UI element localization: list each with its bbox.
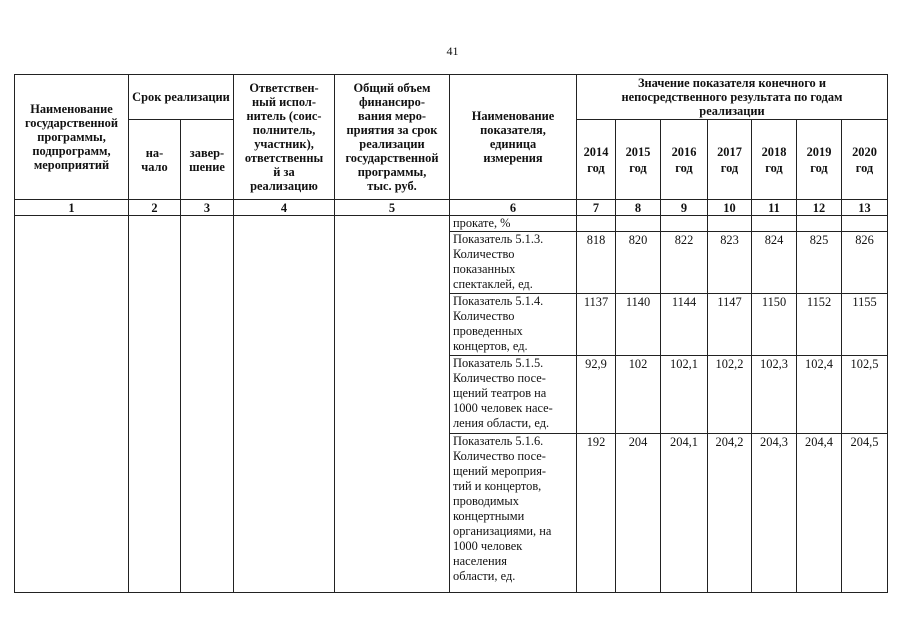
indicator-label: Показатель 5.1.6. Количество посе- щений мероприя- тий и концертов, проводимых концертными организациями, на 1000 человек населения области, ед.	[450, 434, 577, 593]
header-year-2016: 2016 год	[661, 120, 708, 200]
value-2016	[661, 216, 708, 232]
header-year-2018: 2018 год	[752, 120, 797, 200]
value-2018: 824	[752, 232, 797, 294]
header-values-group: Значение показателя конечного и непосредственного результата по годам реализации	[577, 75, 888, 120]
value-2019: 204,4	[797, 434, 842, 593]
header-year-2017: 2017 год	[708, 120, 752, 200]
value-2020	[842, 216, 888, 232]
value-2017: 102,2	[708, 356, 752, 434]
column-number: 3	[181, 200, 234, 216]
value-2019: 1152	[797, 294, 842, 356]
responsible-cell	[234, 216, 335, 593]
column-number: 5	[335, 200, 450, 216]
page-number: 41	[446, 44, 459, 58]
value-2019: 102,4	[797, 356, 842, 434]
column-number: 1	[15, 200, 129, 216]
header-term-start: на- чало	[129, 120, 181, 200]
header-year-2019: 2019 год	[797, 120, 842, 200]
indicator-label: прокате, %	[450, 216, 577, 232]
header-year-2015: 2015 год	[616, 120, 661, 200]
value-2018: 204,3	[752, 434, 797, 593]
value-2015: 820	[616, 232, 661, 294]
column-number: 9	[661, 200, 708, 216]
value-2020: 1155	[842, 294, 888, 356]
value-2015	[616, 216, 661, 232]
value-2019: 825	[797, 232, 842, 294]
value-2014: 1137	[577, 294, 616, 356]
column-number: 4	[234, 200, 335, 216]
header-term-end: завер- шение	[181, 120, 234, 200]
column-number: 10	[708, 200, 752, 216]
header-year-2014: 2014 год	[577, 120, 616, 200]
header-year-2020: 2020 год	[842, 120, 888, 200]
value-2018	[752, 216, 797, 232]
term-start-cell	[129, 216, 181, 593]
value-2020: 826	[842, 232, 888, 294]
value-2014: 192	[577, 434, 616, 593]
indicator-label: Показатель 5.1.3. Количество показанных спектаклей, ед.	[450, 232, 577, 294]
column-number: 2	[129, 200, 181, 216]
column-number: 8	[616, 200, 661, 216]
value-2015: 1140	[616, 294, 661, 356]
value-2018: 1150	[752, 294, 797, 356]
funding-cell	[335, 216, 450, 593]
indicator-label: Показатель 5.1.4. Количество проведенных концертов, ед.	[450, 294, 577, 356]
column-number: 6	[450, 200, 577, 216]
value-2020: 204,5	[842, 434, 888, 593]
value-2016: 822	[661, 232, 708, 294]
value-2015: 102	[616, 356, 661, 434]
program-name-cell	[15, 216, 129, 593]
indicator-label: Показатель 5.1.5. Количество посе- щений театров на 1000 человек насе- ления области, ед.	[450, 356, 577, 434]
term-end-cell	[181, 216, 234, 593]
value-2014: 92,9	[577, 356, 616, 434]
column-number: 12	[797, 200, 842, 216]
column-number: 11	[752, 200, 797, 216]
value-2014	[577, 216, 616, 232]
value-2015: 204	[616, 434, 661, 593]
table-row	[15, 216, 888, 232]
value-2017: 204,2	[708, 434, 752, 593]
header-indicator-name: Наименование показателя, единица измерения	[450, 75, 577, 200]
header-funding-volume: Общий объем финансиро- вания меро- приятия за срок реализации государственной программы, тыс. руб.	[335, 75, 450, 200]
header-responsible: Ответствен- ный испол- нитель (соис- полнитель, участник), ответственны й за реализацию	[234, 75, 335, 200]
column-number: 13	[842, 200, 888, 216]
column-number-row	[15, 200, 888, 216]
header-term-group: Срок реализации	[129, 75, 234, 120]
value-2017	[708, 216, 752, 232]
value-2016: 1144	[661, 294, 708, 356]
column-number: 7	[577, 200, 616, 216]
value-2019	[797, 216, 842, 232]
value-2018: 102,3	[752, 356, 797, 434]
value-2020: 102,5	[842, 356, 888, 434]
value-2016: 204,1	[661, 434, 708, 593]
value-2017: 1147	[708, 294, 752, 356]
indicators-table	[14, 74, 888, 593]
header-program-name: Наименование государственной программы, подпрограмм, мероприятий	[15, 75, 129, 200]
value-2017: 823	[708, 232, 752, 294]
value-2016: 102,1	[661, 356, 708, 434]
value-2014: 818	[577, 232, 616, 294]
